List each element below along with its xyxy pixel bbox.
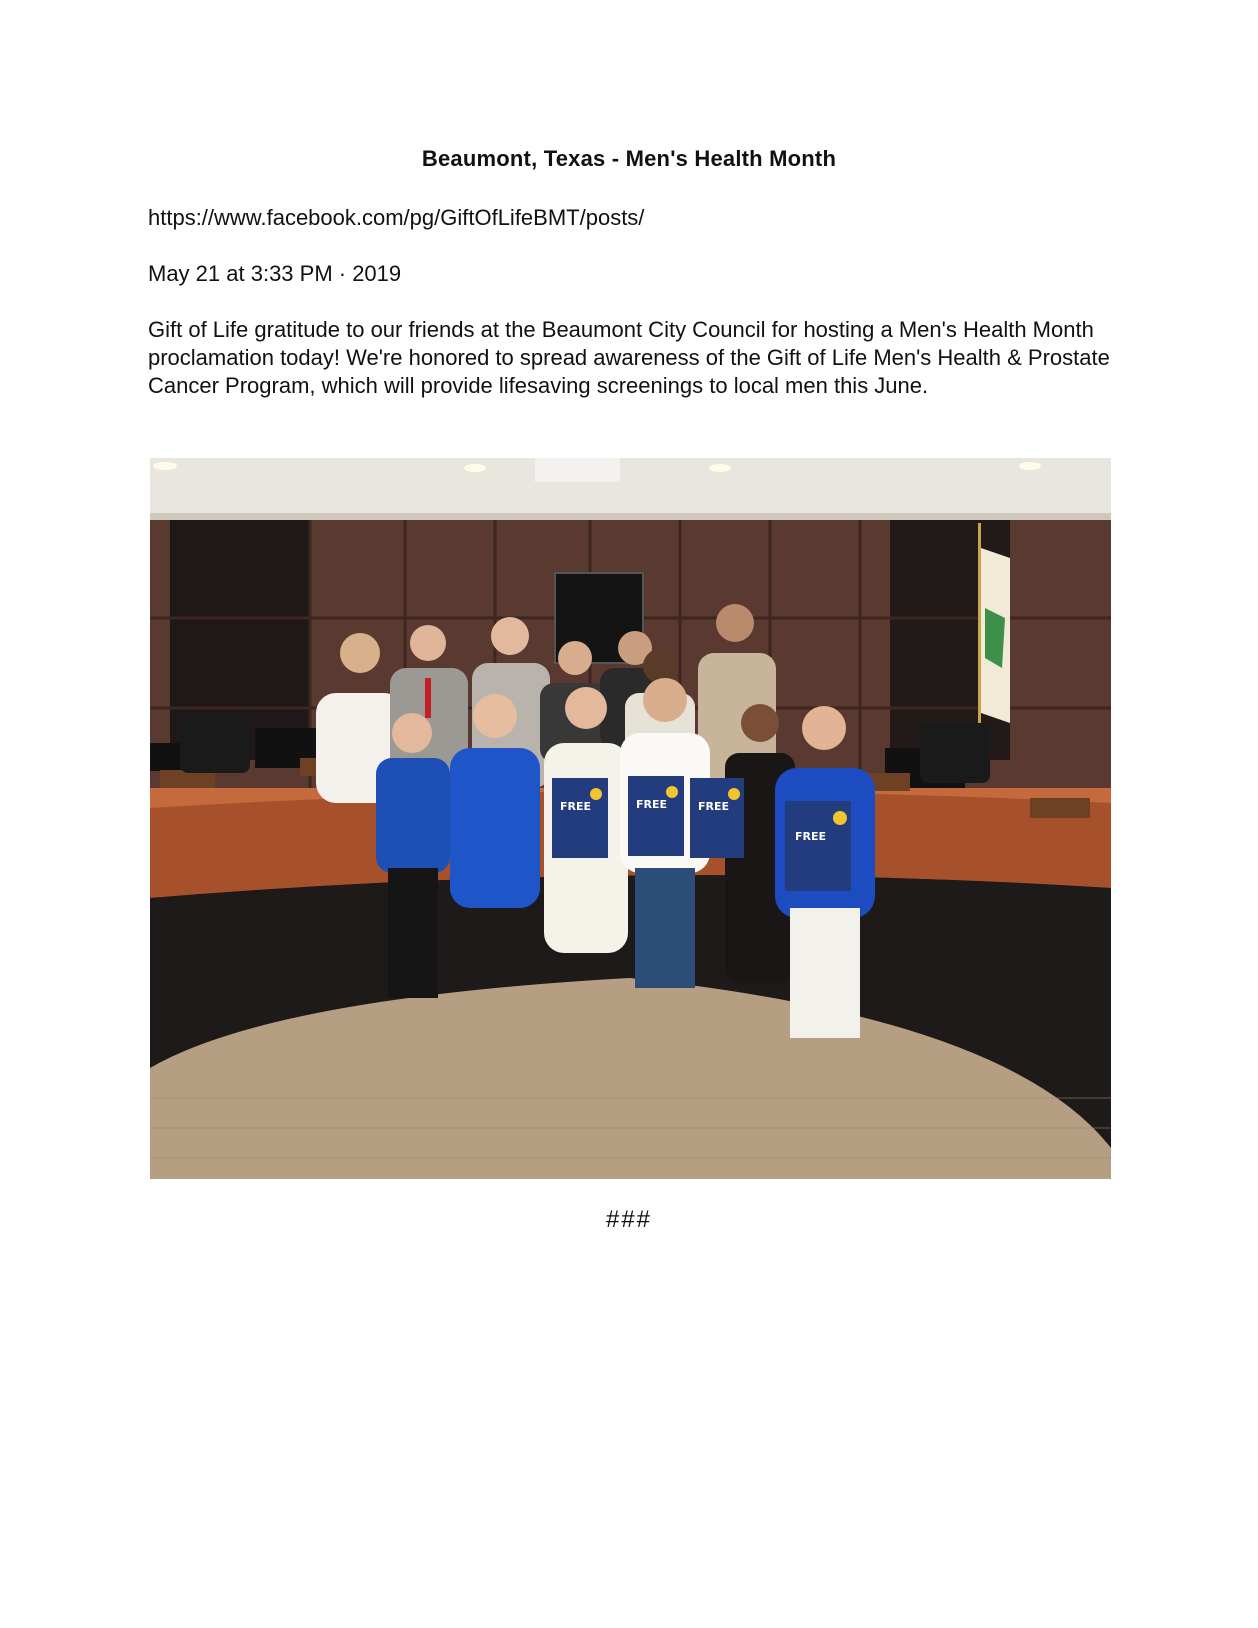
council-group-photo — [150, 458, 1111, 1179]
poster-text: FREE — [795, 830, 827, 843]
post-body: Gift of Life gratitude to our friends at the Beaumont City Council for hosting a Men's Health Month proclamation today! We're honored to spread awareness of the Gift of Life Men's Health & Prostate Cancer Program, which will provide lifesaving screenings to local men this June. — [148, 317, 1110, 398]
poster-text: FREE — [698, 800, 730, 813]
post-date: May 21 at 3:33 PM · 2019 — [148, 261, 402, 286]
end-mark: ### — [605, 1206, 653, 1233]
source-url: https://www.facebook.com/pg/GiftOfLifeBMT/posts/ — [148, 205, 645, 230]
poster-text: FREE — [636, 798, 668, 811]
document-title: Beaumont, Texas - Men's Health Month — [421, 146, 837, 171]
poster-text: FREE — [560, 800, 592, 813]
